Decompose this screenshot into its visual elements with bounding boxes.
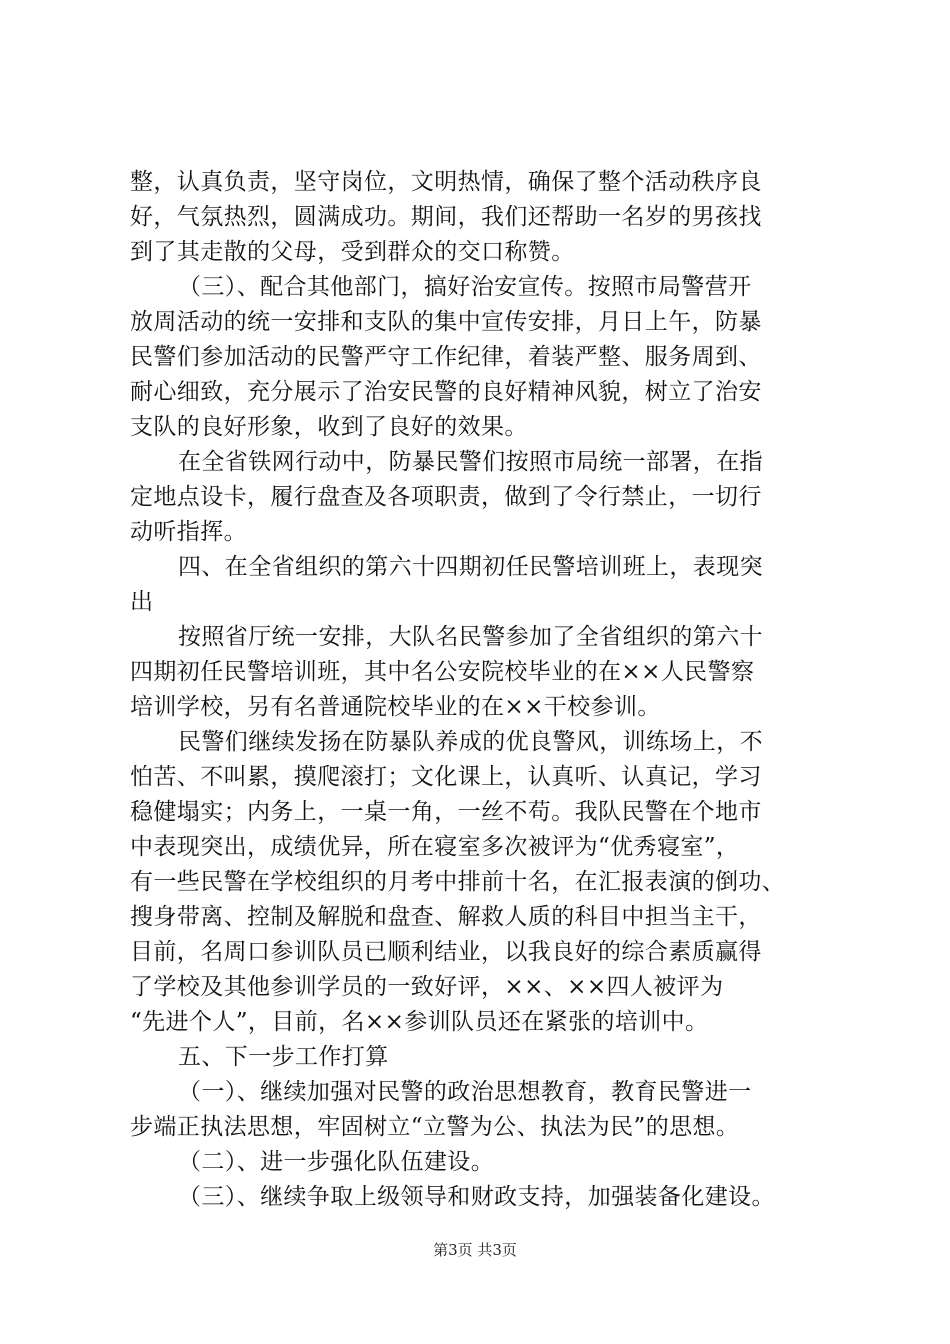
text-line: 搜身带离、控制及解脱和盘查、解救人质的科目中担当主干， <box>130 904 762 930</box>
text-line: 支队的良好形象，收到了良好的效果。 <box>130 414 528 440</box>
text-line: 四、在全省组织的第六十四期初任民警培训班上，表现突 <box>178 554 763 580</box>
text-line: 怕苦、不叫累，摸爬滚打；文化课上，认真听、认真记，学习 <box>130 764 762 790</box>
text-line: 五、下一步工作打算 <box>178 1044 389 1070</box>
text-line: （三）、继续争取上级领导和财政支持，加强装备化建设。 <box>178 1184 775 1210</box>
text-line: 耐心细致，充分展示了治安民警的良好精神风貌，树立了治安 <box>130 379 762 405</box>
text-line: 到了其走散的父母，受到群众的交口称赞。 <box>130 239 575 265</box>
text-line: 在全省铁网行动中，防暴民警们按照市局统一部署，在指 <box>178 449 763 475</box>
text-line: 民警们参加活动的民警严守工作纪律，着装严整、服务周到、 <box>130 344 762 370</box>
text-line: 四期初任民警培训班，其中名公安院校毕业的在××人民警察 <box>130 659 755 685</box>
page-number-label: 第3页 共3页 <box>433 1241 517 1259</box>
text-line: 按照省厅统一安排，大队名民警参加了全省组织的第六十 <box>178 624 763 650</box>
text-line: “先进个人”，目前，名××参训队员还在紧张的培训中。 <box>130 1009 709 1035</box>
document-body <box>130 165 830 1215</box>
text-line: 了学校及其他参训学员的一致好评，××、××四人被评为 <box>130 974 724 1000</box>
text-line: 民警们继续发扬在防暴队养成的优良警风，训练场上，不 <box>178 729 763 755</box>
text-line: 整，认真负责，坚守岗位，文明热情，确保了整个活动秩序良 <box>130 169 762 195</box>
text-line: 稳健塌实；内务上，一桌一角，一丝不苟。我队民警在个地市 <box>130 799 762 825</box>
text-line: （三）、配合其他部门，搞好治安宣传。按照市局警营开 <box>178 274 752 300</box>
text-line: 目前，名周口参训队员已顺利结业，以我良好的综合素质赢得 <box>130 939 762 965</box>
text-line: （二）、进一步强化队伍建设。 <box>178 1149 495 1175</box>
text-line: 动听指挥。 <box>130 519 247 545</box>
text-line: 有一些民警在学校组织的月考中排前十名，在汇报表演的倒功、 <box>130 869 786 895</box>
text-line: 定地点设卡，履行盘查及各项职责，做到了令行禁止，一切行 <box>130 484 762 510</box>
text-line: 培训学校，另有名普通院校毕业的在××干校参训。 <box>130 694 661 720</box>
text-line: 中表现突出，成绩优异，所在寝室多次被评为“优秀寝室”， <box>130 834 740 860</box>
text-line: （一）、继续加强对民警的政治思想教育，教育民警进一 <box>178 1079 752 1105</box>
text-line: 放周活动的统一安排和支队的集中宣传安排，月日上午，防暴 <box>130 309 762 335</box>
page-footer <box>0 1240 950 1260</box>
text-line: 出 <box>130 589 154 615</box>
text-line: 好，气氛热烈，圆满成功。期间，我们还帮助一名岁的男孩找 <box>130 204 762 230</box>
text-line: 步端正执法思想，牢固树立“立警为公、执法为民”的思想。 <box>130 1114 740 1140</box>
